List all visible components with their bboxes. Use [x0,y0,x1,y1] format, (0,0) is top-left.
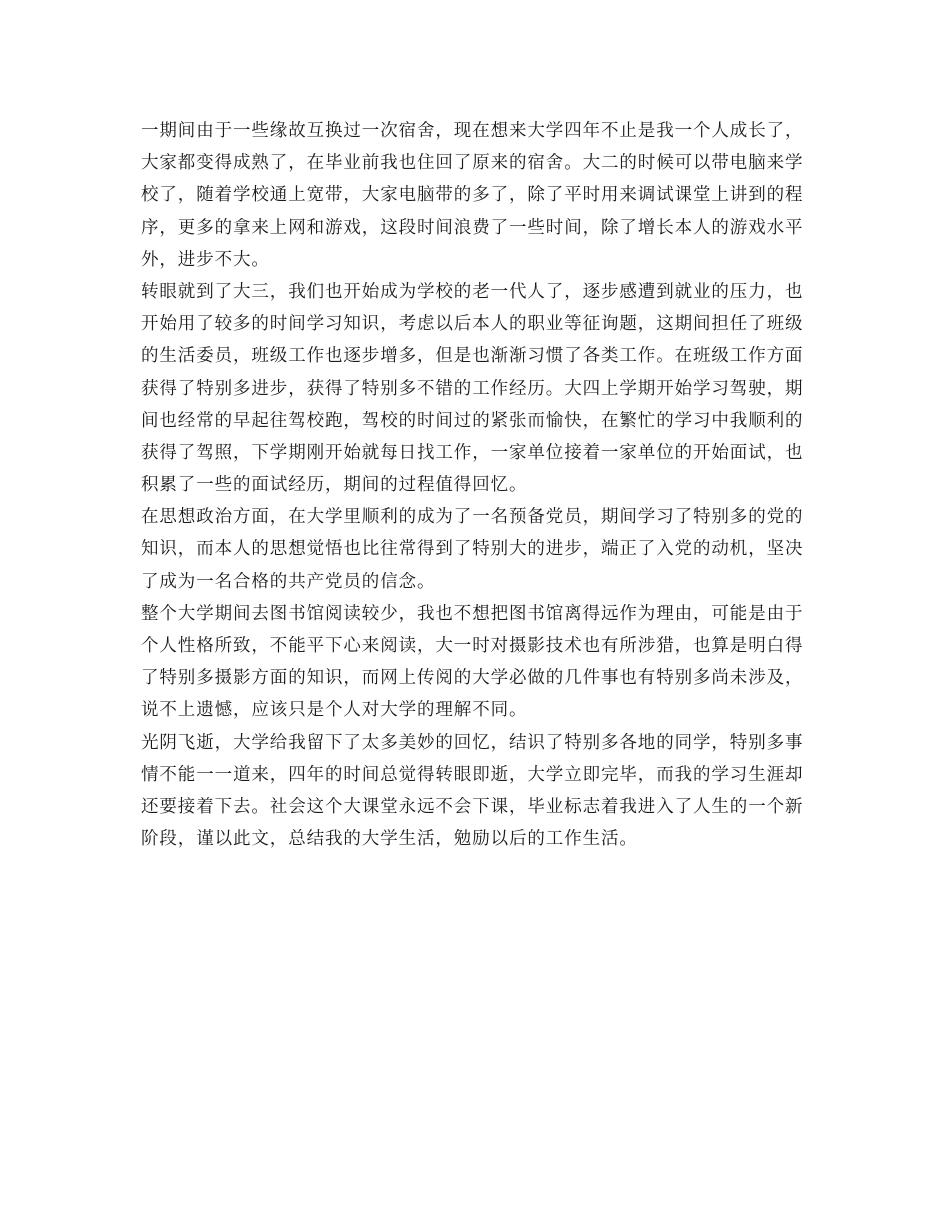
text-line: 的生活委员，班级工作也逐步增多，但是也渐渐习惯了各类工作。在班级工作方面 [141,346,804,367]
text-line: 一期间由于一些缘故互换过一次宿舍，现在想来大学四年不止是我一个人成长了， [141,121,804,141]
text-line: 了成为一名合格的共产党员的信念。 [141,571,436,592]
text-line: 大家都变得成熟了，在毕业前我也住回了原来的宿舍。大二的时候可以带电脑来学 [141,153,804,174]
text-line: 整个大学期间去图书馆阅读较少，我也不想把图书馆离得远作为理由，可能是由于 [141,603,804,624]
text-line: 说不上遗憾，应该只是个人对大学的理解不同。 [141,700,528,721]
text-line: 积累了一些的面试经历，期间的过程值得回忆。 [141,475,528,496]
text-line: 校了，随着学校通上宽带，大家电脑带的多了，除了平时用来调试课堂上讲到的程 [141,185,804,206]
text-line: 外，进步不大。 [141,249,270,270]
text-line: 情不能一一道来，四年的时间总觉得转眼即逝，大学立即完毕，而我的学习生涯却 [141,764,804,785]
text-line: 在思想政治方面，在大学里顺利的成为了一名预备党员，期间学习了特别多的党的 [141,507,804,528]
text-line: 还要接着下去。社会这个大课堂永远不会下课，毕业标志着我进入了人生的一个新 [141,796,804,817]
text-line: 获得了特别多进步，获得了特别多不错的工作经历。大四上学期开始学习驾驶，期 [141,378,804,399]
text-line: 阶段，谨以此文，总结我的大学生活，勉励以后的工作生活。 [141,829,638,850]
text-line: 了特别多摄影方面的知识，而网上传阅的大学必做的几件事也有特别多尚未涉及， [141,668,804,689]
text-line: 开始用了较多的时间学习知识，考虑以后本人的职业等征询题，这期间担任了班级 [141,314,804,335]
text-line: 知识，而本人的思想觉悟也比往常得到了特别大的进步，端正了入党的动机，坚决 [141,539,804,560]
text-line: 间也经常的早起往驾校跑，驾校的时间过的紧张而愉快，在繁忙的学习中我顺利的 [141,410,804,431]
text-line: 个人性格所致，不能平下心来阅读，大一时对摄影技术也有所涉猎，也算是明白得 [141,636,804,656]
text-line: 获得了驾照，下学期刚开始就每日找工作，一家单位接着一家单位的开始面试，也 [141,442,804,463]
body-text [141,115,813,855]
text-line: 转眼就到了大三，我们也开始成为学校的老一代人了，逐步感遭到就业的压力，也 [141,281,804,302]
text-line: 光阴飞逝，大学给我留下了太多美妙的回忆，结识了特别多各地的同学，特别多事 [141,732,804,753]
text-line: 序，更多的拿来上网和游戏，这段时间浪费了一些时间，除了增长本人的游戏水平 [141,217,804,238]
